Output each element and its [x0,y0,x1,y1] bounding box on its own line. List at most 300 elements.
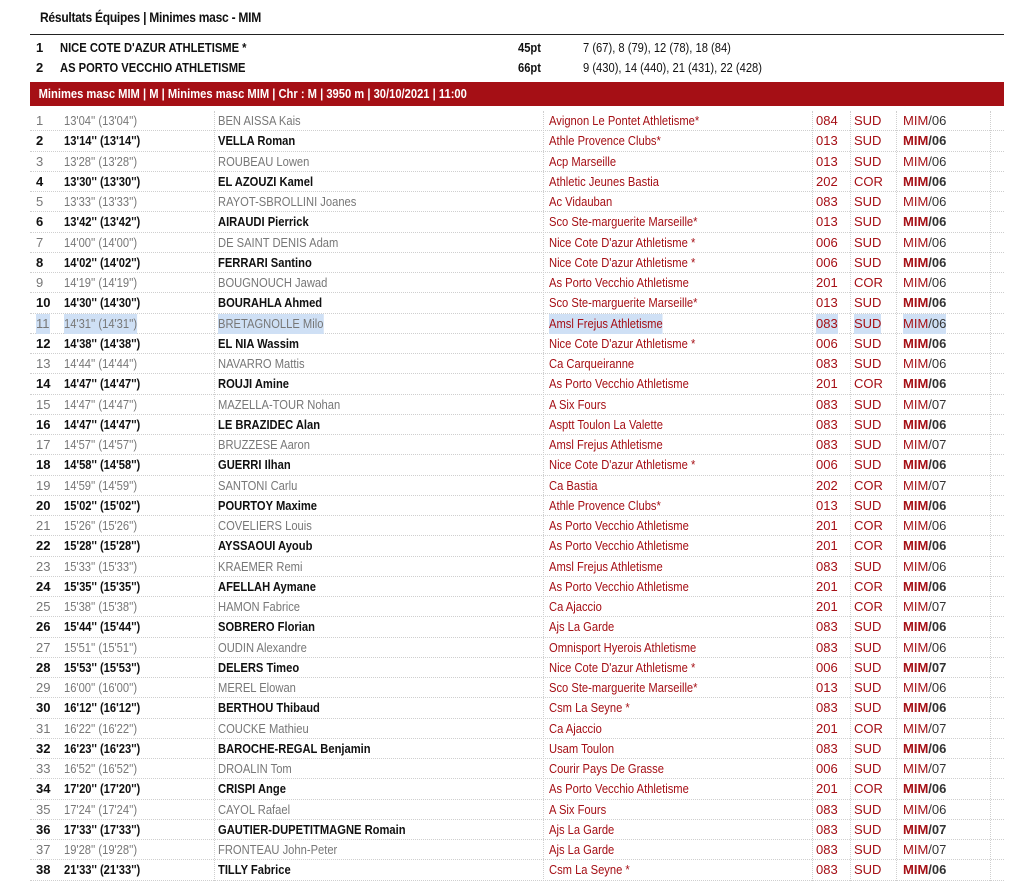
category [903,293,946,313]
department-code: 013 [816,214,838,230]
result-rank: 23 [36,558,51,574]
result-rank: 35 [36,801,51,817]
birth-year: /07 [928,477,947,493]
league-code: COR [854,538,883,554]
club-name[interactable]: Amsl Frejus Athletisme [549,558,663,574]
result-rank: 28 [36,659,51,675]
birth-year: /06 [928,619,947,635]
athlete-name[interactable]: SANTONI Carlu [218,477,298,493]
result-time: 15'44'' (15'44'') [64,619,141,635]
athlete-name[interactable]: FRONTEAU John-Peter [218,842,338,857]
category [903,152,946,172]
club-name[interactable]: A Six Fours [549,396,607,412]
club-name[interactable]: Nice Cote D'azur Athletisme * [549,659,696,675]
race-title: Minimes masc MIM | M | Minimes masc MIM | Chr : M | 3950 m | 30/10/2021 | 11:00 [38,86,467,101]
athlete-name[interactable]: MAZELLA-TOUR Nohan [218,396,341,412]
athlete-name[interactable]: AFELLAH Aymane [218,578,316,594]
result-rank: 27 [36,639,51,655]
birth-year: /06 [928,862,947,878]
result-rank: 24 [36,578,51,594]
club-name[interactable]: Usam Toulon [549,740,615,756]
department-code: 084 [816,113,838,128]
result-time: 16'12'' (16'12'') [64,700,141,716]
table-row[interactable] [30,273,1004,293]
category [903,820,946,840]
athlete-name[interactable]: MEREL Elowan [218,680,296,695]
result-time: 19'28'' (19'28'') [64,842,138,857]
result-rank: 26 [36,619,51,635]
league-code: COR [854,599,883,614]
athlete-name[interactable]: FERRARI Santino [218,254,312,270]
category [903,253,946,273]
category [903,698,946,718]
table-row[interactable] [30,617,1004,637]
table-row[interactable] [30,314,1004,334]
league-code: SUD [854,700,882,716]
league-code: COR [854,781,883,797]
club-name[interactable]: As Porto Vecchio Athletisme [549,376,689,392]
category [903,273,946,293]
birth-year: /06 [928,518,947,533]
table-row[interactable] [30,719,1004,739]
category-code: MIM [903,335,929,351]
table-row[interactable] [30,577,1004,597]
club-name[interactable]: Ca Ajaccio [549,599,602,614]
athlete-name[interactable]: TILLY Fabrice [218,862,291,878]
result-rank: 21 [36,518,51,533]
result-time: 15'33'' (15'33'') [64,558,138,574]
club-name[interactable]: Asptt Toulon La Valette [549,416,663,432]
result-time: 13'28'' (13'28'') [64,153,138,169]
athlete-name[interactable]: BAROCHE-REGAL Benjamin [218,740,371,756]
category-code: MIM [903,396,929,412]
category-code: MIM [903,680,929,695]
club-name[interactable]: Ac Vidauban [549,194,613,209]
department-code: 201 [816,781,838,797]
club-name[interactable]: Ajs La Garde [549,821,615,837]
athlete-name[interactable]: BOUGNOUCH Jawad [218,275,328,290]
department-code: 083 [816,558,838,574]
club-name[interactable]: As Porto Vecchio Athletisme [549,578,689,594]
result-rank: 5 [36,194,44,209]
result-rank: 16 [36,416,51,432]
birth-year: /07 [928,842,947,857]
table-row[interactable] [30,374,1004,394]
league-code: SUD [854,254,882,270]
department-code: 083 [816,416,838,432]
category-code: MIM [903,133,929,149]
league-code: SUD [854,396,882,412]
athlete-name[interactable]: CAYOL Rafael [218,801,291,817]
result-rank: 10 [36,295,51,311]
club-name[interactable]: Csm La Seyne * [549,700,630,716]
category [903,212,946,232]
category [903,314,946,334]
category-code: MIM [903,700,929,716]
department-code: 013 [816,497,838,513]
club-name[interactable]: Amsl Frejus Athletisme [549,314,663,334]
club-name[interactable]: Ajs La Garde [549,842,615,857]
table-row[interactable] [30,415,1004,435]
birth-year: /06 [928,295,947,311]
league-code: SUD [854,680,882,695]
result-rank: 11 [36,314,50,334]
birth-year: /07 [928,821,947,837]
category [903,739,946,759]
athlete-name[interactable]: RAYOT-SBROLLINI Joanes [218,194,357,209]
league-code: SUD [854,740,882,756]
department-code: 201 [816,599,838,614]
category [903,658,946,678]
club-name[interactable]: Sco Ste-marguerite Marseille* [549,295,698,311]
team-detail: 7 (67), 8 (79), 12 (78), 18 (84) [583,40,731,55]
birth-year: /06 [928,578,947,594]
athlete-name[interactable]: NAVARRO Mattis [218,356,305,371]
athlete-name[interactable]: DE SAINT DENIS Adam [218,234,339,250]
category-code: MIM [903,214,929,230]
department-code: 083 [816,700,838,716]
department-code: 083 [816,314,838,334]
result-time: 17'20'' (17'20'') [64,781,141,797]
department-code: 006 [816,659,838,675]
category [903,111,946,131]
club-name[interactable]: Athle Provence Clubs* [549,133,661,149]
athlete-name[interactable]: BOURAHLA Ahmed [218,295,323,311]
athlete-name[interactable]: POURTOY Maxime [218,497,318,513]
result-time: 14'38'' (14'38'') [64,335,141,351]
result-time: 21'33'' (21'33'') [64,862,141,878]
table-row[interactable] [30,496,1004,516]
club-name[interactable]: Nice Cote D'azur Athletisme * [549,335,696,351]
category-code: MIM [903,518,929,533]
category [903,597,946,617]
athlete-name[interactable]: EL AZOUZI Kamel [218,173,314,189]
result-rank: 8 [36,254,44,270]
result-time: 14'47'' (14'47'') [64,416,141,432]
club-name[interactable]: Sco Ste-marguerite Marseille* [549,214,698,230]
department-code: 083 [816,437,838,452]
category-code: MIM [903,497,929,513]
birth-year: /06 [928,254,947,270]
athlete-name[interactable]: COUCKE Mathieu [218,720,309,736]
club-name[interactable]: Nice Cote D'azur Athletisme * [549,457,696,473]
result-rank: 13 [36,356,51,371]
league-code: SUD [854,639,882,655]
league-code: COR [854,518,883,533]
athlete-name[interactable]: ROUBEAU Lowen [218,153,310,169]
club-name[interactable]: Avignon Le Pontet Athletisme* [549,113,700,128]
athlete-name[interactable]: DELERS Timeo [218,659,300,675]
department-code: 013 [816,133,838,149]
category-code: MIM [903,801,929,817]
club-name[interactable]: Athle Provence Clubs* [549,497,661,513]
department-code: 083 [816,842,838,857]
club-name[interactable]: Ajs La Garde [549,619,615,635]
athlete-name[interactable]: ROUJI Amine [218,376,290,392]
table-row[interactable] [30,820,1004,840]
athlete-name[interactable]: OUDIN Alexandre [218,639,307,655]
result-time: 14'19'' (14'19'') [64,275,138,290]
league-code: SUD [854,133,882,149]
club-name[interactable]: Athletic Jeunes Bastia [549,173,659,189]
category [903,860,946,880]
category-code: MIM [903,477,929,493]
department-code: 083 [816,396,838,412]
birth-year: /06 [928,153,947,169]
table-row[interactable] [30,840,1004,860]
department-code: 083 [816,821,838,837]
result-rank: 17 [36,437,51,452]
result-time: 14'31'' (14'31'') [64,314,137,334]
result-rank: 12 [36,335,51,351]
birth-year: /06 [928,214,947,230]
table-row[interactable] [30,233,1004,253]
table-row[interactable] [30,739,1004,759]
club-name[interactable]: Nice Cote D'azur Athletisme * [549,234,696,250]
league-code: COR [854,578,883,594]
category-code: MIM [903,862,929,878]
category [903,374,946,394]
result-time: 15'35'' (15'35'') [64,578,141,594]
result-time: 15'26'' (15'26'') [64,518,138,533]
birth-year: /06 [928,315,947,331]
birth-year: /06 [928,457,947,473]
league-code: COR [854,275,883,290]
category-code: MIM [903,437,929,452]
table-row[interactable] [30,354,1004,374]
result-rank: 6 [36,214,44,230]
department-code: 083 [816,194,838,209]
department-code: 083 [816,639,838,655]
club-name[interactable]: As Porto Vecchio Athletisme [549,518,689,533]
category-code: MIM [903,821,929,837]
table-row[interactable] [30,536,1004,556]
category [903,192,946,212]
birth-year: /07 [928,396,947,412]
birth-year: /06 [928,740,947,756]
result-rank: 25 [36,599,51,614]
category [903,455,946,475]
result-rank: 14 [36,376,51,392]
table-row[interactable] [30,131,1004,151]
club-name[interactable]: As Porto Vecchio Athletisme [549,538,689,554]
category [903,536,946,556]
result-time: 14'00'' (14'00'') [64,234,138,250]
category-code: MIM [903,781,929,797]
department-code: 202 [816,477,838,493]
club-name[interactable]: Amsl Frejus Athletisme [549,437,663,452]
category-code: MIM [903,234,929,250]
table-row[interactable] [30,253,1004,273]
athlete-name[interactable]: AIRAUDI Pierrick [218,214,309,230]
department-code: 083 [816,356,838,371]
department-code: 006 [816,254,838,270]
athlete-name[interactable]: SOBRERO Florian [218,619,315,635]
team-points: 66pt [518,60,541,75]
birth-year: /07 [928,599,947,614]
category [903,435,946,455]
athlete-name[interactable]: COVELIERS Louis [218,518,312,533]
club-name[interactable]: Ca Bastia [549,477,598,493]
table-row[interactable] [30,678,1004,698]
result-time: 13'30'' (13'30'') [64,173,141,189]
result-rank: 15 [36,396,51,412]
result-rank: 22 [36,538,51,554]
department-code: 201 [816,275,838,290]
results-table [30,111,1004,881]
league-code: SUD [854,619,882,635]
category-code: MIM [903,153,929,169]
result-rank: 37 [36,842,51,857]
birth-year: /06 [928,113,947,128]
result-rank: 19 [36,477,51,493]
result-time: 14'57'' (14'57'') [64,437,138,452]
department-code: 013 [816,680,838,695]
category [903,172,946,192]
category [903,800,946,820]
result-time: 13'14'' (13'14'') [64,133,141,149]
team-row [30,38,1004,58]
league-code: SUD [854,194,882,209]
category [903,557,946,577]
table-row[interactable] [30,638,1004,658]
category-code: MIM [903,720,929,736]
birth-year: /06 [928,497,947,513]
table-row[interactable] [30,860,1004,880]
club-name[interactable]: Sco Ste-marguerite Marseille* [549,680,698,695]
league-code: SUD [854,416,882,432]
category-code: MIM [903,599,929,614]
league-code: COR [854,376,883,392]
birth-year: /07 [928,437,947,452]
table-row[interactable] [30,192,1004,212]
department-code: 202 [816,173,838,189]
club-name[interactable]: Ca Carqueiranne [549,356,635,371]
club-name[interactable]: As Porto Vecchio Athletisme [549,781,689,797]
table-row[interactable] [30,658,1004,678]
result-rank: 7 [36,234,44,250]
result-rank: 38 [36,862,51,878]
table-row[interactable] [30,152,1004,172]
result-rank: 36 [36,821,51,837]
league-code: SUD [854,437,882,452]
result-rank: 20 [36,497,51,513]
table-row[interactable] [30,334,1004,354]
league-code: SUD [854,214,882,230]
birth-year: /06 [928,558,947,574]
league-code: SUD [854,558,882,574]
category [903,354,946,374]
athlete-name[interactable]: CRISPI Ange [218,781,286,797]
club-name[interactable]: Acp Marseille [549,153,617,169]
birth-year: /06 [928,173,947,189]
result-time: 14'30'' (14'30'') [64,295,141,311]
table-row[interactable] [30,800,1004,820]
table-row[interactable] [30,293,1004,313]
league-code: SUD [854,842,882,857]
athlete-name[interactable]: BEN AISSA Kais [218,113,301,128]
birth-year: /06 [928,234,947,250]
league-code: SUD [854,659,882,675]
category-code: MIM [903,538,929,554]
birth-year: /07 [928,659,947,675]
table-row[interactable] [30,759,1004,779]
department-code: 083 [816,801,838,817]
result-time: 15'38'' (15'38'') [64,599,138,614]
club-name[interactable]: Courir Pays De Grasse [549,761,664,776]
athlete-name[interactable]: GAUTIER-DUPETITMAGNE Romain [218,821,406,837]
league-code: SUD [854,862,882,878]
club-name[interactable]: Nice Cote D'azur Athletisme * [549,254,696,270]
category [903,415,946,435]
table-row[interactable] [30,698,1004,718]
table-row[interactable] [30,779,1004,799]
athlete-name[interactable]: BRETAGNOLLE Milo [218,314,323,334]
club-name[interactable]: Csm La Seyne * [549,862,630,878]
club-name[interactable]: Omnisport Hyerois Athletisme [549,639,697,655]
department-code: 083 [816,862,838,878]
league-code: SUD [854,153,882,169]
category-code: MIM [903,740,929,756]
club-name[interactable]: As Porto Vecchio Athletisme [549,275,689,290]
result-time: 15'28'' (15'28'') [64,538,141,554]
table-row[interactable] [30,557,1004,577]
table-row[interactable] [30,111,1004,131]
result-rank: 34 [36,781,51,797]
result-time: 15'02'' (15'02'') [64,497,141,513]
athlete-name[interactable]: LE BRAZIDEC Alan [218,416,321,432]
category-code: MIM [903,376,929,392]
athlete-name[interactable]: BRUZZESE Aaron [218,437,310,452]
table-row[interactable] [30,516,1004,536]
league-code: SUD [854,457,882,473]
table-row[interactable] [30,455,1004,475]
league-code: SUD [854,821,882,837]
category-code: MIM [903,173,929,189]
result-time: 14'58'' (14'58'') [64,457,141,473]
club-name[interactable]: A Six Fours [549,801,607,817]
birth-year: /06 [928,680,947,695]
athlete-name[interactable]: KRAEMER Remi [218,558,303,574]
table-row[interactable] [30,476,1004,496]
athlete-name[interactable]: GUERRI Ilhan [218,457,291,473]
table-row[interactable] [30,597,1004,617]
result-rank: 29 [36,680,51,695]
table-row[interactable] [30,435,1004,455]
department-code: 013 [816,153,838,169]
table-row[interactable] [30,172,1004,192]
athlete-name[interactable]: DROALIN Tom [218,761,292,776]
table-row[interactable] [30,212,1004,232]
club-name[interactable]: Ca Ajaccio [549,720,602,736]
athlete-name[interactable]: AYSSAOUI Ayoub [218,538,313,554]
athlete-name[interactable]: VELLA Roman [218,133,296,149]
department-code: 083 [816,619,838,635]
team-row [30,58,1004,78]
team-name[interactable]: NICE COTE D'AZUR ATHLETISME * [60,40,247,55]
category-code: MIM [903,194,929,209]
category [903,759,946,779]
department-code: 013 [816,295,838,311]
athlete-name[interactable]: HAMON Fabrice [218,599,301,614]
table-row[interactable] [30,395,1004,415]
result-time: 14'47'' (14'47'') [64,396,138,412]
team-name[interactable]: AS PORTO VECCHIO ATHLETISME [60,60,246,75]
athlete-name[interactable]: BERTHOU Thibaud [218,700,320,716]
league-code: COR [854,477,883,493]
result-rank: 1 [36,113,44,128]
athlete-name[interactable]: EL NIA Wassim [218,335,299,351]
